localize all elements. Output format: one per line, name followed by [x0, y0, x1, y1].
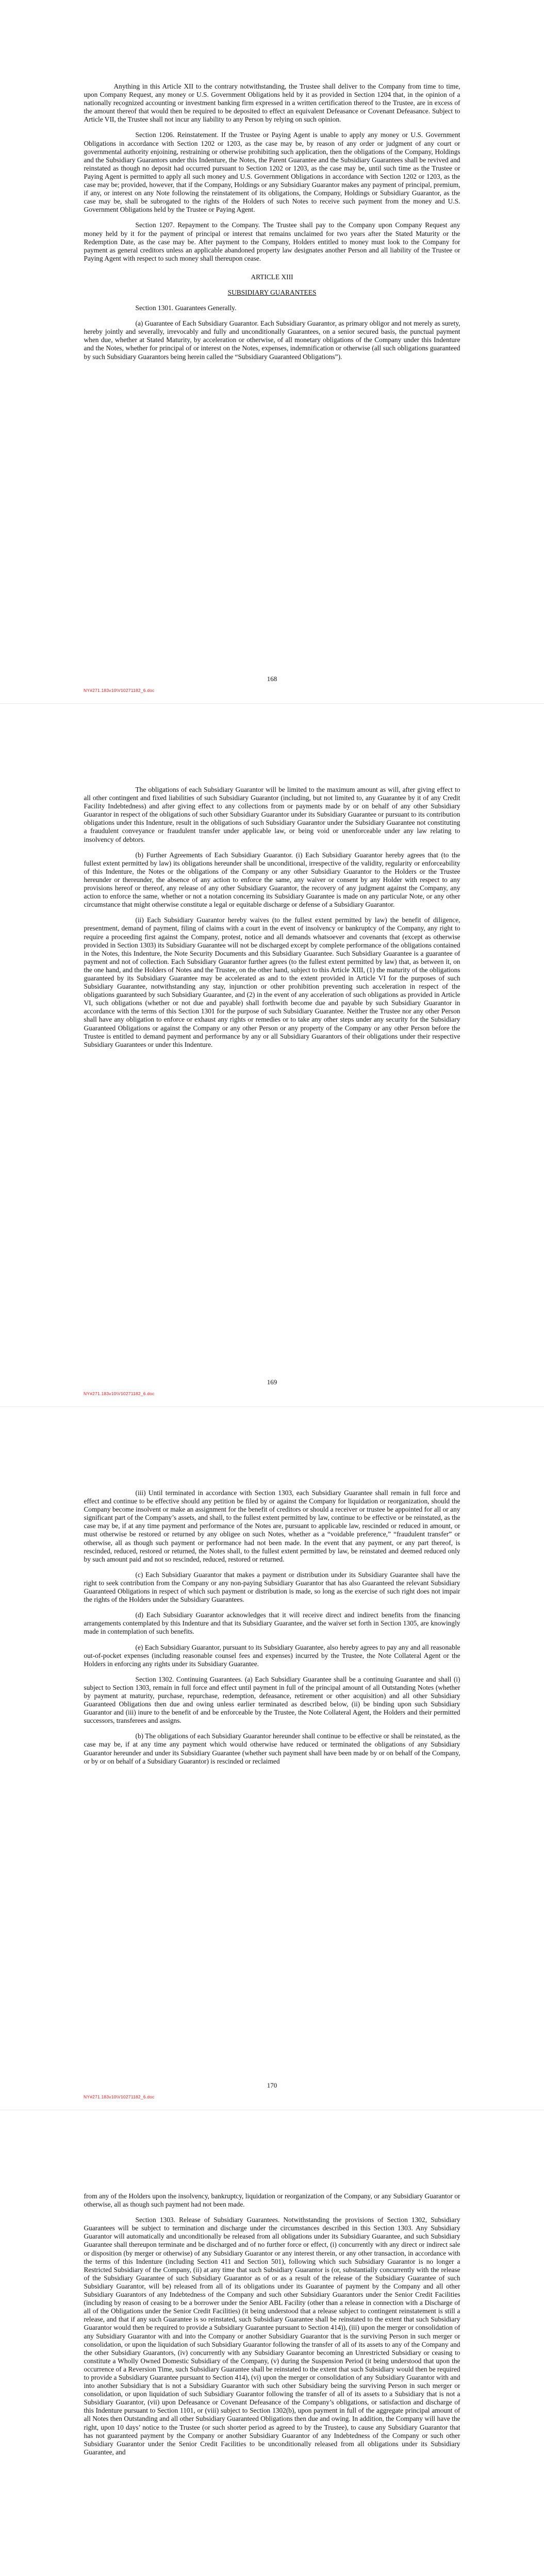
paragraph: Section 1206. Reinstatement. If the Trustee or Paying Agent is unable to apply any money or U.S. Government Obligations in accordance with Section 1202 or 1203, as the case may be, by reason of any order or judgment of any court or governmental authority enjoining, restraining or otherwise prohibiting such application, then the obligations of the Company, Holdings and the Subsidiary Guarantors under this Indenture, the Notes, the Parent Guarantee and the Subsidiary Guarantees shall be revived and reinstated as though no deposit had occurred pursuant to Section 1202 or 1203, as the case may be, until such time as the Trustee or Paying Agent is permitted to apply all such money and U.S. Government Obligations in accordance with Section 1202 or 1203, as the case may be; provided, however, that if the Company, Holdings or any Subsidiary Guarantor makes any payment of principal, premium, if any, or interest on any Note following the reinstatement of its obligations, the Company, Holdings or Subsidiary Guarantor, as the case may be, shall be subrogated to the rights of the Holders of such Notes to receive such payment from the money and U.S. Government Obligations held by the Trustee or Paying Agent.: [84, 131, 460, 214]
document-id: NY#271.183v10\V10271182_6.doc: [84, 1391, 155, 1396]
paragraph: (c) Each Subsidiary Guarantor that makes a payment or distribution under its Subsidiary Guarantee shall have the right to seek contribution from the Company or any non-paying Subsidiary Guarantor that has also Guaranteed the relevant Subsidiary Guaranteed Obligations in respect of which such payment or distribution is made, so long as the exercise of such right does not impair the rights of the Holders under the Subsidiary Guarantees.: [84, 1570, 460, 1604]
page-content: [84, 786, 460, 1049]
article-subtitle: SUBSIDIARY GUARANTEES: [227, 288, 317, 296]
paragraph: (b) Further Agreements of Each Subsidiary Guarantor. (i) Each Subsidiary Guarantor hereby agrees that (to the fullest extent permitted by law) its obligations hereunder shall be unconditional, irrespective of the validity, regularity or enforceability of this Indenture, the Notes or the obligations of the Company or any other Subsidiary Guarantor to the Holders or the Trustee hereunder or thereunder, the absence of any action to enforce the same, any waiver or consent by any Holder with respect to any provisions hereof or thereof, any release of any other Subsidiary Guarantor, the recovery of any judgment against the Company, any action to enforce the same, whether or not a notation concerning its Subsidiary Guarantee is made on any particular Note, or any other circumstance that might otherwise constitute a legal or equitable discharge or defense of a Subsidiary Guarantor.: [84, 851, 460, 909]
paragraph: Section 1302. Continuing Guarantees. (a) Each Subsidiary Guarantee shall be a continuing Guarantee and shall (i) subject to Section 1303, remain in full force and effect until payment in full of the principal amount of all Outstanding Notes (whether by payment at maturity, purchase, repurchase, redemption, defeasance, retirement or other acquisition) and all other Subsidiary Guaranteed Obligations then due and owing unless earlier terminated as described below, (ii) be binding upon such Subsidiary Guarantor and (iii) inure to the benefit of and be enforceable by the Trustee, the Note Collateral Agent, the Holders and their permitted successors, transferees and assigns.: [84, 1675, 460, 1725]
paragraph: from any of the Holders upon the insolvency, bankruptcy, liquidation or reorganization of the Company, or any Subsidiary Guarantor or otherwise, all as though such payment had not been made.: [84, 2192, 460, 2209]
document-id: NY#271.183v10\V10271182_6.doc: [84, 688, 155, 693]
page-divider: [0, 1406, 544, 1407]
paragraph: The obligations of each Subsidiary Guarantor will be limited to the maximum amount as will, after giving effect to all other contingent and fixed liabilities of such Subsidiary Guarantor (including, but not limited to, any Guarantee by it of any Credit Facility Indebtedness) and after giving effect to any collections from or payments made by or on behalf of any other Subsidiary Guarantor in respect of the obligations of such other Subsidiary Guarantor under its Subsidiary Guarantee or pursuant to its contribution obligations under this Indenture, result in the obligations of such Subsidiary Guarantor under the Subsidiary Guarantee not constituting a fraudulent conveyance or fraudulent transfer under applicable law, or being void or unenforceable under any law relating to insolvency of debtors.: [84, 786, 460, 843]
paragraph: (e) Each Subsidiary Guarantor, pursuant to its Subsidiary Guarantee, also hereby agrees to pay any and all reasonable out-of-pocket expenses (including reasonable counsel fees and expenses) incurred by the Trustee, the Note Collateral Agent or the Holders in enforcing any rights under its Subsidiary Guarantee.: [84, 1643, 460, 1668]
paragraph: Section 1303. Release of Subsidiary Guarantees. Notwithstanding the provisions of Section 1302, Subsidiary Guarantees will be subject to termination and discharge under the circumstances described in this Section 1303. Any Subsidiary Guarantor will automatically and unconditionally be released from all obligations under its Subsidiary Guarantee, and such Subsidiary Guarantee shall thereupon terminate and be discharged and of no further force or effect, (i) concurrently with any direct or indirect sale or disposition (by merger or otherwise) of any Subsidiary Guarantor or any interest therein, or any other transaction, in accordance with the terms of this Indenture (including Section 411 and Section 501), following which such Subsidiary Guarantor is no longer a Restricted Subsidiary of the Company, (ii) at any time that such Subsidiary Guarantor is (or, substantially concurrently with the release of the Subsidiary Guarantee of such Subsidiary Guarantor as of or as a result of the release of the Subsidiary Guarantee of such Subsidiary Guarantor, will be) released from all of its obligations under its Guarantee of payment by the Company and all other Subsidiary Guarantors of any Indebtedness of the Company and such other Subsidiary Guarantors under the Senior Credit Facilities (including by reason of ceasing to be a borrower under the Senior ABL Facility (other than a release in connection with a Discharge of all of the Obligations under the Senior Credit Facilities) (it being understood that a release subject to contingent reinstatement is still a release, and that if any such Guarantee is so reinstated, such Subsidiary Guarantee shall be reinstated to the extent that such Subsidiary Guarantor would then be required to provide a Subsidiary Guarantee pursuant to Section 414)), (iii) upon the merger or consolidation of any Subsidiary Guarantor with and into the Company or another Subsidiary Guarantor that is the surviving Person in such merger or consolidation, or upon the liquidation of such Subsidiary Guarantor following the transfer of all of its assets to any of the Company and the other Subsidiary Guarantors, (iv) concurrently with any Subsidiary Guarantor becoming an Unrestricted Subsidiary or ceasing to constitute a Wholly Owned Domestic Subsidiary of the Company, (v) during the Suspension Period (it being understood that upon the occurrence of a Reversion Time, such Subsidiary Guarantee shall be reinstated to the extent that such Subsidiary would then be required to provide a Subsidiary Guarantee pursuant to Section 414), (vi) upon the merger or consolidation of any Subsidiary Guarantor with and into another Subsidiary that is not a Subsidiary Guarantor with such other Subsidiary being the surviving Person in such merger or consolidation, or upon liquidation of such Subsidiary Guarantor following the transfer of all of its assets to a Subsidiary that is not a Subsidiary Guarantor, (vii) upon Defeasance or Covenant Defeasance of the Company’s obligations, or satisfaction and discharge of this Indenture pursuant to Section 1101, or (viii) subject to Section 1302(b), upon payment in full of the aggregate principal amount of all Notes then Outstanding and all other Subsidiary Guaranteed Obligations then due and owing. In addition, the Company will have the right, upon 10 days’ notice to the Trustee (or such shorter period as agreed to by the Trustee), to cause any Subsidiary Guarantor that has not guaranteed payment by the Company or another Subsidiary Guarantor of any Indebtedness of the Company or such other Subsidiary Guarantor under the Senior Credit Facilities to be unconditionally released from all obligations under its Subsidiary Guarantee, and: [84, 2216, 460, 2456]
paragraph: Section 1207. Repayment to the Company. The Trustee shall pay to the Company upon Company Request any money held by it for the payment of principal or interest that remains unclaimed for two years after the Stated Maturity or the Redemption Date, as the case may be. After payment to the Company, Holders entitled to money must look to the Company for payment as general creditors unless an applicable abandoned property law designates another Person and all liability of the Trustee or Paying Agent with respect to such money shall thereupon cease.: [84, 221, 460, 262]
paragraph: (b) The obligations of each Subsidiary Guarantor hereunder shall continue to be effective or shall be reinstated, as the case may be, if at any time any payment which would otherwise have reduced or terminated the obligations of any Subsidiary Guarantor hereunder and under its Subsidiary Guarantee (whether such payment shall have been made by or on behalf of the Company, or by or on behalf of a Subsidiary Guarantor) is rescinded or reclaimed: [84, 1732, 460, 1765]
paragraph: (a) Guarantee of Each Subsidiary Guarantor. Each Subsidiary Guarantor, as primary obligor and not merely as surety, hereby jointly and severally, irrevocably and fully and unconditionally Guarantees, on a senior secured basis, the punctual payment when due, whether at Stated Maturity, by acceleration or otherwise, of all monetary obligations of the Company under this Indenture and the Notes, whether for principal of or interest on the Notes, expenses, indemnification or otherwise (all such obligations guaranteed by such Subsidiary Guarantors being herein called the “Subsidiary Guaranteed Obligations”).: [84, 319, 460, 361]
page-number: 168: [267, 675, 277, 683]
page-content: [84, 1489, 460, 1766]
page-content: [84, 82, 460, 361]
page-171: [0, 2192, 544, 2464]
page-number: 170: [267, 2081, 277, 2089]
page-number: 169: [267, 1378, 277, 1386]
page-170: [0, 1489, 544, 1773]
paragraph: (ii) Each Subsidiary Guarantor hereby waives (to the fullest extent permitted by law) the benefit of diligence, presentment, demand of payment, filing of claims with a court in the event of insolvency or bankruptcy of the Company, any right to require a proceeding first against the Company, protest, notice and all demands whatsoever and covenants that (except as otherwise provided in Section 1303) its Subsidiary Guarantee will not be discharged except by complete performance of the obligations contained in the Notes, this Indenture, the Note Security Documents and this Subsidiary Guarantee. Such Subsidiary Guarantee is a guarantee of payment and not of collection. Each Subsidiary Guarantor further agrees (to the fullest extent permitted by law) that, as between it, on the one hand, and the Holders of Notes and the Trustee, on the other hand, subject to this Article XIII, (1) the maturity of the obligations guaranteed by its Subsidiary Guarantee may be accelerated as and to the extent provided in Article VI for the purposes of such Subsidiary Guarantee, notwithstanding any stay, injunction or other prohibition preventing such acceleration in respect of the obligations guaranteed by such Subsidiary Guarantee, and (2) in the event of any acceleration of such obligations as provided in Article VI, such obligations (whether or not due and payable) shall forthwith become due and payable by such Subsidiary Guarantor in accordance with the terms of this Section 1301 for the purpose of such Subsidiary Guarantee. Neither the Trustee nor any other Person shall have any obligation to enforce or exhaust any rights or remedies or to take any other steps under any security for the Subsidiary Guaranteed Obligations or against the Company or any other Person or any property of the Company or any other Person before the Trustee is entitled to demand payment and performance by any or all Subsidiary Guarantors of their obligations under their respective Subsidiary Guarantees or under this Indenture.: [84, 916, 460, 1048]
paragraph: (d) Each Subsidiary Guarantor acknowledges that it will receive direct and indirect benefits from the financing arrangements contemplated by this Indenture and that its Subsidiary Guarantee, and the waiver set forth in Section 1305, are knowingly made in contemplation of such benefits.: [84, 1611, 460, 1636]
document-id: NY#271.183v10\V10271182_6.doc: [84, 2094, 155, 2099]
page-divider: [0, 703, 544, 704]
paragraph: Anything in this Article XII to the contrary notwithstanding, the Trustee shall deliver to the Company from time to time, upon Company Request, any money or U.S. Government Obligations held by it as provided in Section 1204 that, in the opinion of a nationally recognized accounting or investment banking firm expressed in a written certification thereof to the Trustee, are in excess of the amount thereof that would then be required to be deposited to effect an equivalent Defeasance or Covenant Defeasance. Subject to Article VII, the Trustee shall not incur any liability to any Person by relying on such opinion.: [84, 82, 460, 124]
article-title: ARTICLE XIII: [251, 273, 293, 281]
page-content: [84, 2192, 460, 2456]
section-heading: Section 1301. Guarantees Generally.: [135, 304, 237, 312]
page-169: [0, 786, 544, 1056]
page-168: [0, 82, 544, 368]
paragraph: (iii) Until terminated in accordance with Section 1303, each Subsidiary Guarantee shall remain in full force and effect and continue to be effective should any petition be filed by or against the Company for liquidation or reorganization, should the Company become insolvent or make an assignment for the benefit of creditors or should a receiver or trustee be appointed for all or any significant part of the Company’s assets, and shall, to the fullest extent permitted by law, continue to be effective or be reinstated, as the case may be, if at any time payment and performance of the Notes are, pursuant to applicable law, rescinded or reduced in amount, or must otherwise be restored or returned by any obligee on such Notes, whether as a “voidable preference,” “fraudulent transfer” or otherwise, all as though such payment or performance had not been made. In the event that any payment, or any part thereof, is rescinded, reduced, restored or returned, the Notes shall, to the fullest extent permitted by law, be reinstated and deemed reduced only by such amount paid and not so rescinded, reduced, restored or returned.: [84, 1489, 460, 1563]
